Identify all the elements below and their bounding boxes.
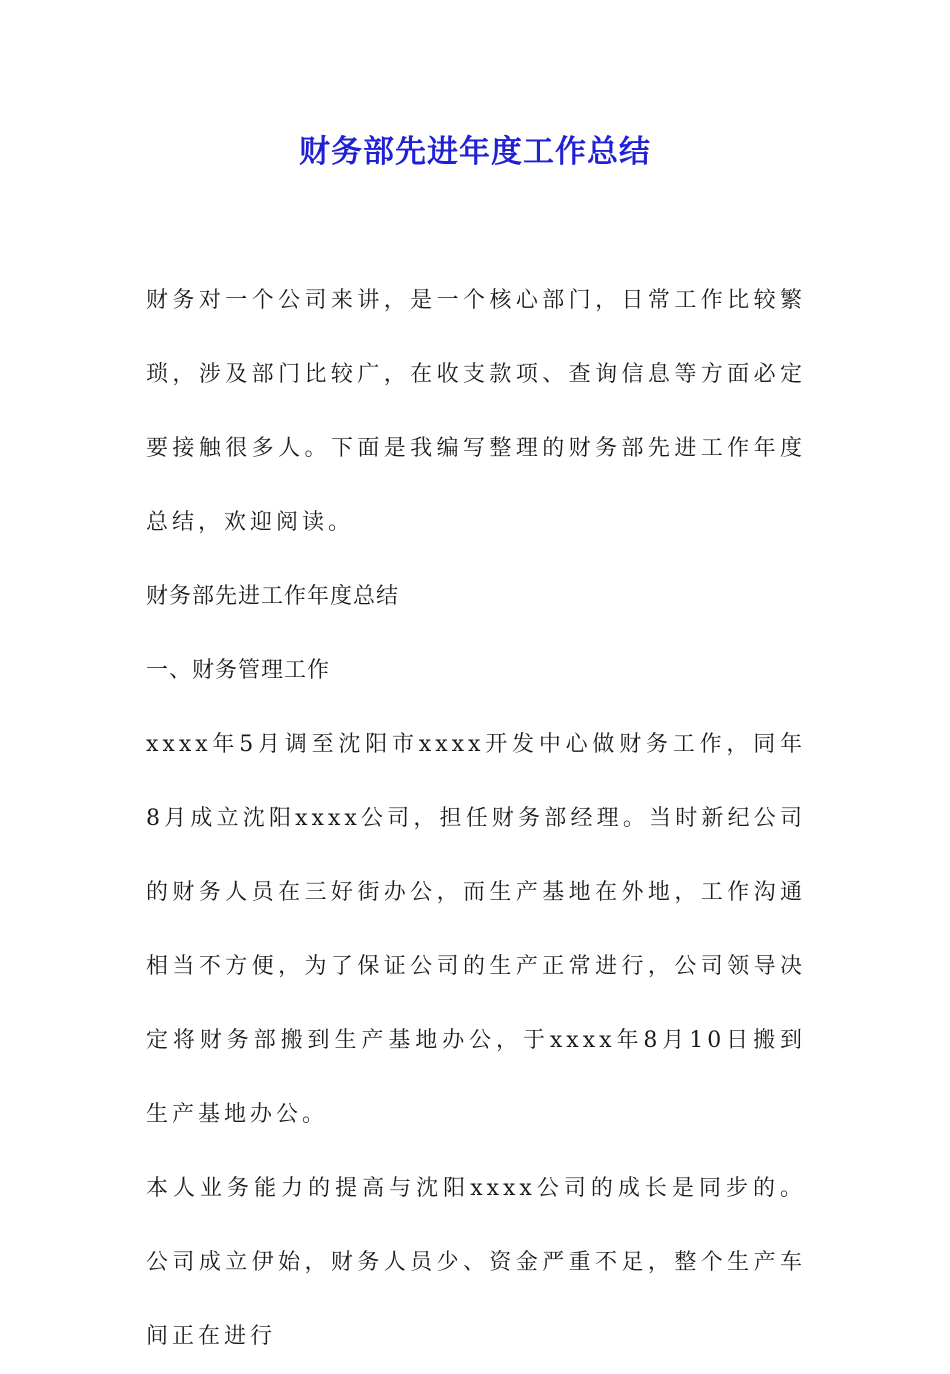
paragraph-intro: 财务对一个公司来讲，是一个核心部门，日常工作比较繁琐，涉及部门比较广，在收支款项、查询信息等方面必定要接触很多人。下面是我编写整理的财务部先进工作年度总结，欢迎阅读。 <box>146 288 806 535</box>
document-title: 财务部先进年度工作总结 <box>299 134 651 170</box>
section-heading: 一、财务管理工作 <box>146 658 331 683</box>
paragraph-body-2: 本人业务能力的提高与沈阳xxxx公司的成长是同步的。公司成立伊始，财务人员少、资金严重不足，整个生产车间正在进行 <box>146 1176 806 1349</box>
document-body <box>146 264 806 1374</box>
paragraph-body-1: xxxx年5月调至沈阳市xxxx开发中心做财务工作，同年8月成立沈阳xxxx公司，担任财务部经理。当时新纪公司的财务人员在三好街办公，而生产基地在外地，工作沟通相当不方便，为了保证公司的生产正常进行，公司领导决定将财务部搬到生产基地办公，于xxxx年8月10日搬到生产基地办公。 <box>146 732 806 1127</box>
paragraph-subtitle: 财务部先进工作年度总结 <box>146 584 400 609</box>
